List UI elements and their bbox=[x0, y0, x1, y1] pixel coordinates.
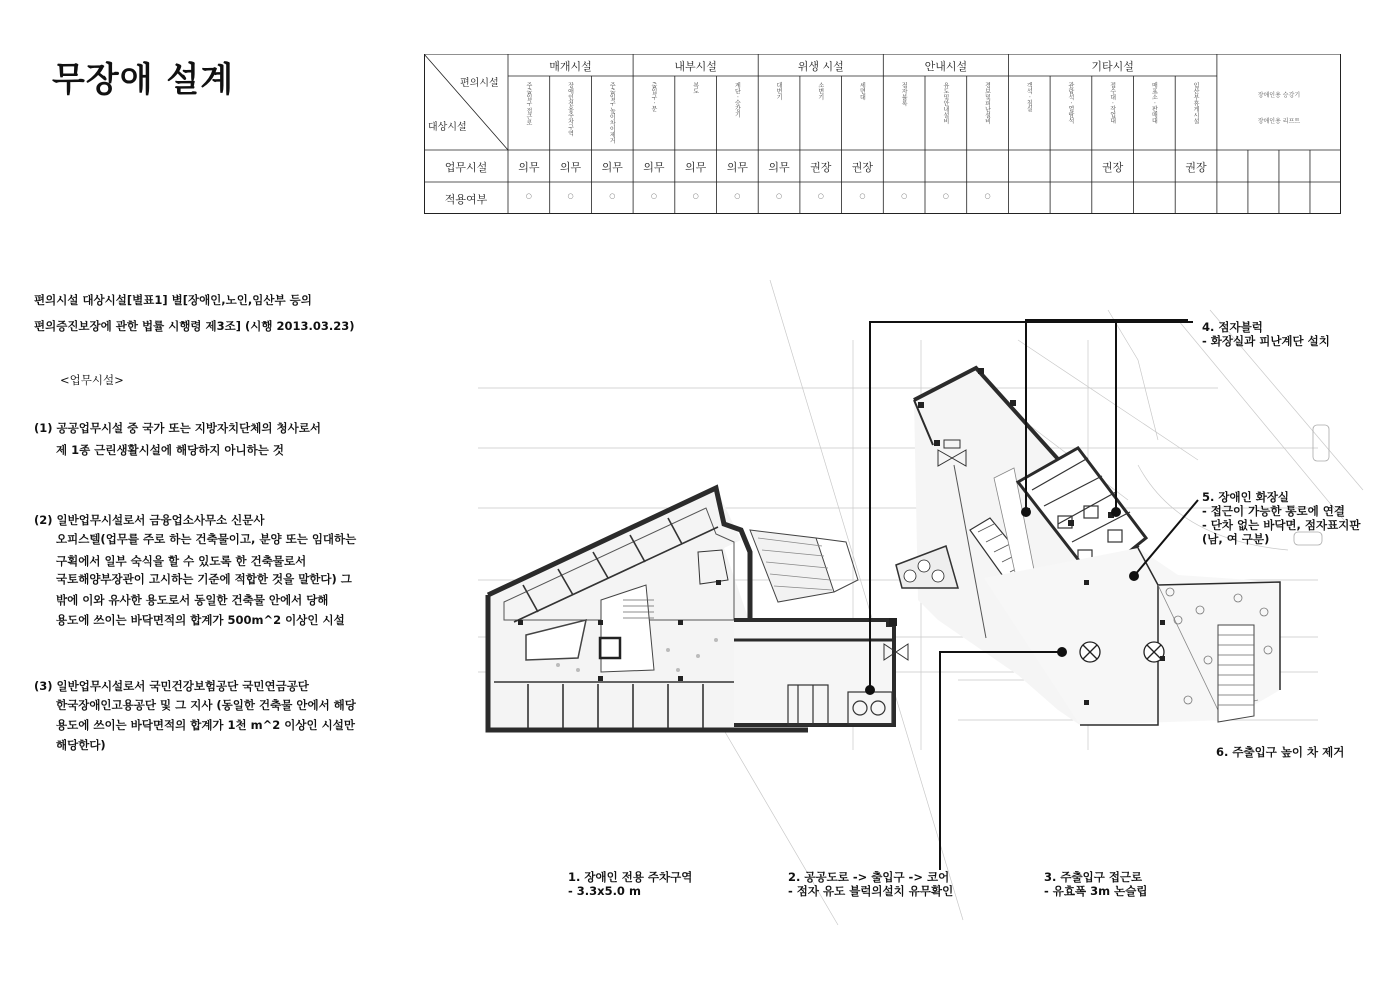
paragraph-2-line: 용도에 쓰이는 바닥면적의 합계가 500m^2 이상인 시설 bbox=[56, 613, 345, 627]
table-cell: 권장 bbox=[1185, 161, 1207, 174]
annotation-1-detail: - 3.3x5.0 m bbox=[568, 884, 641, 898]
paragraph-3-line: 한국장애인고용공단 및 그 지사 (동일한 건축물 안에서 해당 bbox=[56, 698, 356, 712]
table-column-header: 관람석 · 열람석 bbox=[1066, 82, 1074, 124]
table-header-facility: 편의시설 bbox=[460, 78, 499, 89]
paragraph-2-line: 국토해양부장관이 고시하는 기준에 적합한 것을 말한다) 그 bbox=[56, 572, 352, 586]
table-column-header: 장애인전용주차구역 bbox=[566, 82, 574, 136]
table-column-header: 유도및안내설비 bbox=[941, 82, 949, 124]
annotation-5-title: 5. 장애인 화장실 bbox=[1202, 490, 1290, 504]
table-cell-mark: ○ bbox=[650, 192, 657, 200]
table-cell-mark: ○ bbox=[567, 192, 574, 200]
annotation-1-title: 1. 장애인 전용 주차구역 bbox=[568, 870, 693, 884]
table-column-header: 출입구 · 문 bbox=[649, 82, 657, 112]
table-cell-mark: ○ bbox=[775, 192, 783, 200]
table-cell-mark: ○ bbox=[901, 192, 908, 200]
regulation-line-1: 편의시설 대상시설[별표1] 별[장애인,노인,임산부 등의 bbox=[34, 293, 312, 307]
table-cell-mark: ○ bbox=[609, 192, 616, 200]
core-block bbox=[734, 530, 908, 725]
table-group-header: 매개시설 bbox=[549, 60, 592, 73]
paragraph-2-line: 구획에서 일부 숙식을 할 수 있도록 한 건축물로서 bbox=[56, 554, 307, 568]
table-group-header: 내부시설 bbox=[674, 60, 717, 73]
table-grid bbox=[424, 54, 1341, 214]
table-cell-mark: ○ bbox=[859, 192, 866, 200]
table-column-header: 객석 · 침실 bbox=[1025, 82, 1033, 112]
table-group-header: 안내시설 bbox=[924, 60, 968, 73]
table-extra-note: 장애인용 리프트 bbox=[1257, 118, 1301, 125]
table-column-header: 소변기 bbox=[816, 82, 824, 100]
regulation-line-2: 편의증진보장에 관한 법률 시행령 제3조] (시행 2013.03.23) bbox=[34, 319, 355, 333]
table-row-label: 업무시설 bbox=[444, 161, 488, 174]
table-cell: 권장 bbox=[1102, 161, 1124, 174]
table-column-header: 주출입구 높이차이제거 bbox=[608, 82, 616, 144]
annotation-1 bbox=[568, 870, 692, 898]
table-column-header: 주출입구 접근로 bbox=[524, 82, 532, 126]
section-heading: <업무시설> bbox=[60, 373, 124, 387]
table-column-header: 점자블록 bbox=[900, 82, 908, 106]
annotation-3-title: 3. 주출입구 접근로 bbox=[1044, 870, 1143, 884]
annotation-5 bbox=[1202, 490, 1360, 546]
annotation-4-detail: - 화장실과 피난계단 설치 bbox=[1202, 334, 1330, 348]
table-column-header: 대변기 bbox=[775, 82, 783, 100]
table-cell: 의무 bbox=[601, 161, 623, 174]
paragraph-1-line: 제 1종 근린생활시설에 해당하지 아니하는 것 bbox=[56, 443, 284, 457]
table-row-label: 적용여부 bbox=[444, 193, 488, 206]
facility-table bbox=[424, 54, 1341, 214]
table-column-header: 세면대 bbox=[858, 82, 866, 100]
annotation-5-detail: (남, 여 구분) bbox=[1202, 532, 1270, 546]
annotation-6 bbox=[1216, 745, 1344, 759]
table-cell-mark: ○ bbox=[817, 192, 824, 200]
table-cell: 의무 bbox=[685, 161, 707, 174]
table-cell-mark: ○ bbox=[984, 192, 991, 200]
table-cell-mark: ○ bbox=[692, 192, 699, 200]
page-title: 무장애 설계 bbox=[52, 60, 235, 100]
table-header-target: 대상시설 bbox=[428, 122, 467, 133]
annotation-6-title: 6. 주출입구 높이 차 제거 bbox=[1216, 745, 1345, 759]
annotation-3-detail: - 유효폭 3m 논슬립 bbox=[1044, 884, 1148, 898]
table-cell-mark: ○ bbox=[942, 192, 949, 200]
table-cell-mark: ○ bbox=[525, 192, 532, 200]
annotation-5-detail: - 단차 없는 바닥면, 점자표지판 bbox=[1202, 518, 1361, 532]
table-column-header: 경보및피난설비 bbox=[983, 82, 991, 124]
table-column-header: 계단 · 승강기 bbox=[733, 82, 741, 118]
annotation-5-detail: - 접근이 가능한 통로에 연결 bbox=[1202, 504, 1345, 518]
table-column-header: 임산부휴게시설 bbox=[1192, 82, 1200, 124]
annotation-2 bbox=[788, 870, 953, 898]
table-group-header: 위생 시설 bbox=[797, 60, 844, 73]
paragraph-3-line: 용도에 쓰이는 바닥면적의 합계가 1천 m^2 이상인 시설만 bbox=[56, 718, 355, 732]
floor-plan-drawing bbox=[418, 280, 1378, 930]
table-cell: 의무 bbox=[768, 161, 790, 174]
table-column-header: 매표소 · 판매대 bbox=[1150, 82, 1158, 124]
table-cell: 권장 bbox=[810, 161, 832, 174]
annotation-2-detail: - 점자 유도 블럭의설치 유무확인 bbox=[788, 884, 954, 898]
paragraph-3-line: (3) 일반업무시설로서 국민건강보험공단 국민연금공단 bbox=[34, 679, 309, 693]
paragraph-2-line: (2) 일반업무시설로서 금융업소사무소 신문사 bbox=[34, 513, 265, 527]
paragraph-2-line: 밖에 이와 유사한 용도로서 동일한 건축물 안에서 당해 bbox=[56, 593, 329, 607]
annotation-3 bbox=[1044, 870, 1147, 898]
table-cell: 의무 bbox=[643, 161, 665, 174]
paragraph-1-line: (1) 공공업무시설 중 국가 또는 지방자치단체의 청사로서 bbox=[34, 421, 321, 435]
table-group-header: 기타시설 bbox=[1091, 60, 1134, 73]
annotation-4-title: 4. 점자블럭 bbox=[1202, 320, 1263, 334]
paragraph-3-line: 해당한다) bbox=[56, 738, 106, 752]
annotation-4 bbox=[1202, 320, 1330, 348]
floor-plan bbox=[418, 280, 1378, 934]
table-extra-note: 장애인용 승강기 bbox=[1257, 92, 1301, 99]
table-cell: 의무 bbox=[518, 161, 540, 174]
table-cell: 권장 bbox=[851, 161, 874, 174]
table-cell: 의무 bbox=[726, 161, 748, 174]
annotation-2-title: 2. 공공도로 -> 출입구 -> 코어 bbox=[788, 870, 950, 884]
paragraph-2-line: 오피스텔(업무를 주로 하는 건축물이고, 분양 또는 임대하는 bbox=[56, 532, 357, 546]
table-column-header: 접수대 · 작업대 bbox=[1108, 82, 1116, 124]
table-column-header: 복도 bbox=[691, 82, 699, 94]
table-cell-mark: ○ bbox=[734, 192, 741, 200]
table-cell: 의무 bbox=[559, 161, 582, 174]
